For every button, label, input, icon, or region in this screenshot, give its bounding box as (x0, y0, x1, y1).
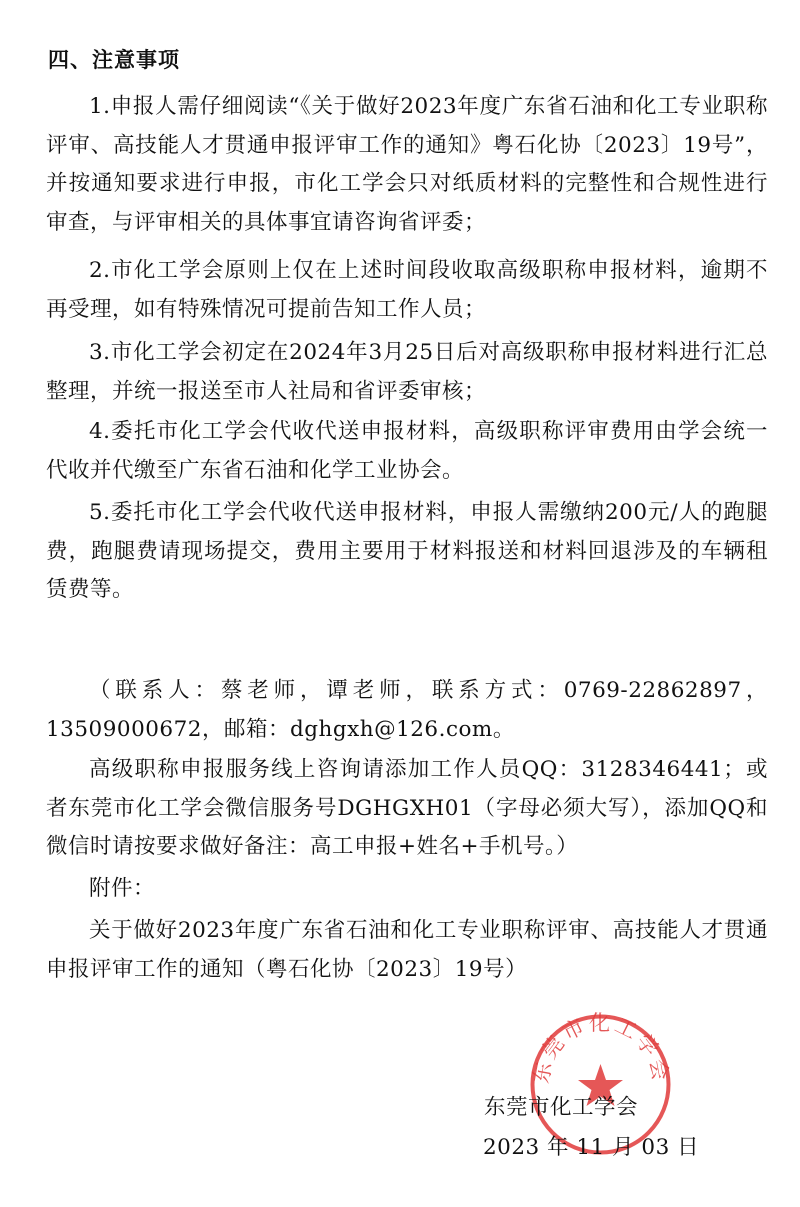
note-item-1: 1.申报人需仔细阅读“《关于做好2023年度广东省石油和化工专业职称评审、高技能人才贯通申报评审工作的通知》粤石化协〔2023〕19号”，并按通知要求进行申报，市化工学会只对纸质材料的完整性和合规性进行审查，与评审相关的具体事宜请咨询省评委； (46, 94, 768, 235)
attachment-label: 附件： (89, 876, 156, 901)
note-item-4: 4.委托市化工学会代收代送申报材料，高级职称评审费用由学会统一代收并代缴至广东省石油和化学工业协会。 (46, 419, 768, 483)
signature-organization: 东莞市化工学会 (484, 1095, 639, 1120)
contact-info: （联系人：蔡老师，谭老师，联系方式：0769-22862897，13509000672，邮箱：dghgxh@126.com。 (46, 678, 768, 742)
section-heading: 四、注意事项 (48, 47, 180, 72)
note-item-5: 5.委托市化工学会代收代送申报材料，申报人需缴纳200元/人的跑腿费，跑腿费请现场提交，费用主要用于材料报送和材料回退涉及的车辆租赁费等。 (46, 500, 768, 602)
online-consult-info: 高级职称申报服务线上咨询请添加工作人员QQ：3128346441；或者东莞市化工学会微信服务号DGHGXH01（字母必须大写），添加QQ和微信时请按要求做好备注：高工申报+姓名+手机号。） (46, 757, 768, 859)
note-item-2: 2.市化工学会原则上仅在上述时间段收取高级职称申报材料，逾期不再受理，如有特殊情况可提前告知工作人员； (46, 258, 768, 322)
attachment-title: 关于做好2023年度广东省石油和化工专业职称评审、高技能人才贯通申报评审工作的通知（粤石化协〔2023〕19号） (46, 918, 768, 982)
note-item-3: 3.市化工学会初定在2024年3月25日后对高级职称申报材料进行汇总整理，并统一报送至市人社局和省评委审核； (46, 340, 768, 404)
issue-date: 2023 年 11 月 03 日 (483, 1135, 700, 1160)
seal-text: 东莞市化工学会 (529, 1012, 673, 1086)
